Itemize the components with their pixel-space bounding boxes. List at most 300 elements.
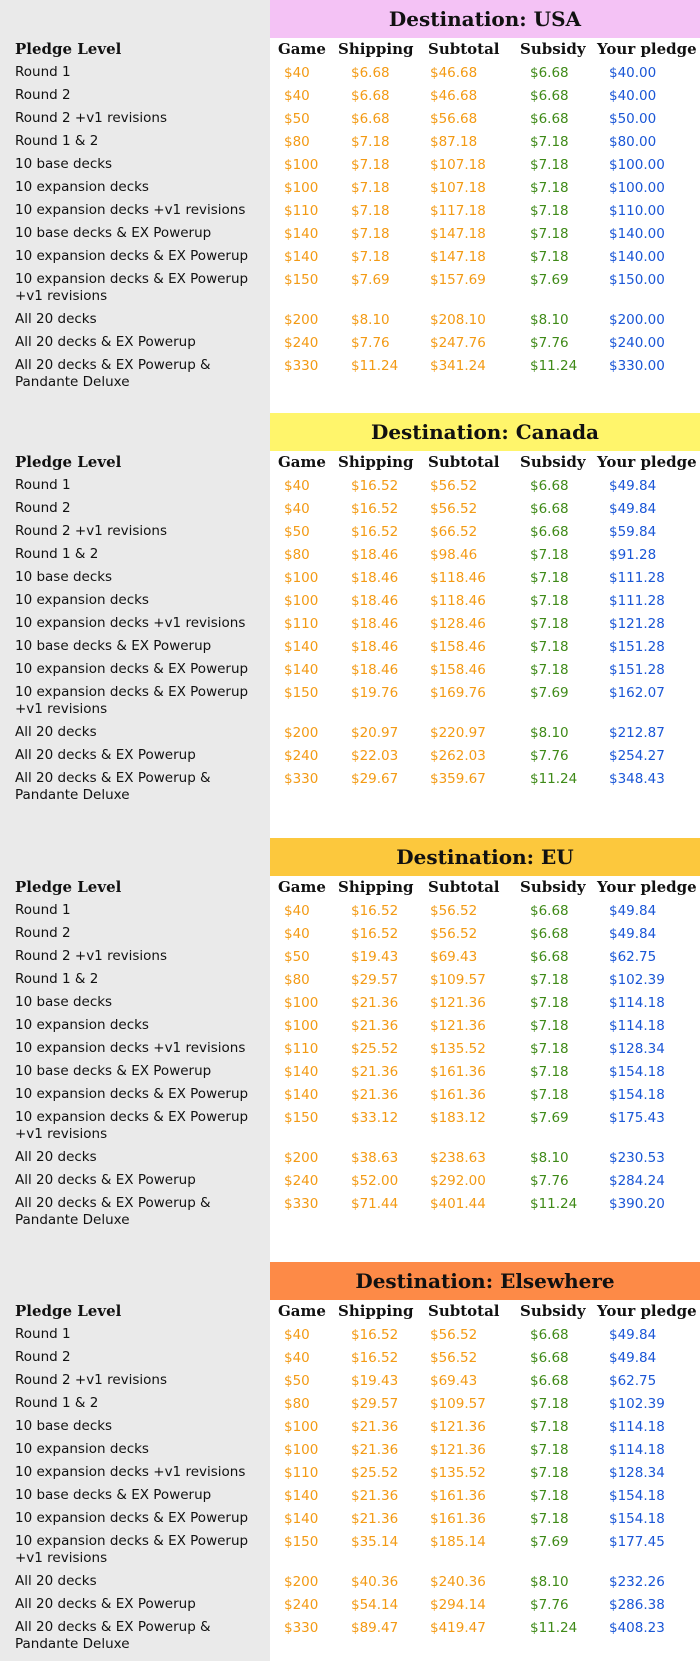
subsidy-cell: $6.68 (530, 88, 569, 104)
game-price-cell: $80 (284, 134, 310, 150)
table-row (0, 1147, 700, 1170)
your-pledge-cell: $284.24 (609, 1173, 665, 1189)
game-price-cell: $240 (284, 748, 319, 764)
subsidy-cell: $11.24 (530, 1620, 578, 1636)
subsidy-cell: $7.76 (530, 1597, 569, 1613)
subtotal-cell: $161.36 (430, 1488, 486, 1504)
subtotal-cell: $359.67 (430, 771, 486, 787)
your-pledge-cell: $232.26 (609, 1574, 665, 1590)
subsidy-cell: $7.18 (530, 1041, 569, 1057)
game-price-cell: $80 (284, 972, 310, 988)
your-pledge-cell: $230.53 (609, 1150, 665, 1166)
subtotal-cell: $69.43 (430, 949, 478, 965)
your-pledge-cell: $200.00 (609, 312, 665, 328)
your-pledge-cell: $91.28 (609, 547, 657, 563)
subtotal-cell: $161.36 (430, 1511, 486, 1527)
game-price-cell: $110 (284, 1041, 319, 1057)
shipping-cell: $29.57 (351, 1396, 399, 1412)
your-pledge-cell: $175.43 (609, 1110, 665, 1126)
pledge-level-cell: Round 2 (15, 500, 71, 516)
subsidy-cell: $7.18 (530, 662, 569, 678)
game-price-cell: $140 (284, 1064, 319, 1080)
game-price-cell: $100 (284, 180, 319, 196)
subsidy-cell: $7.69 (530, 1534, 569, 1550)
your-pledge-cell: $128.34 (609, 1041, 665, 1057)
game-price-cell: $330 (284, 1196, 319, 1212)
subtotal-cell: $56.52 (430, 1327, 478, 1343)
your-pledge-cell: $111.28 (609, 593, 665, 609)
game-header: Game (278, 1302, 326, 1320)
shipping-cell: $25.52 (351, 1041, 399, 1057)
shipping-cell: $18.46 (351, 593, 399, 609)
pledge-level-cell: 10 expansion decks (15, 592, 149, 608)
pledge-level-cell: Round 1 & 2 (15, 971, 99, 987)
subtotal-cell: $109.57 (430, 972, 486, 988)
subsidy-cell: $7.69 (530, 272, 569, 288)
your-pledge-cell: $140.00 (609, 226, 665, 242)
subsidy-cell: $7.18 (530, 249, 569, 265)
pledge-level-cell: All 20 decks & EX Powerup & Pandante Deluxe (15, 1195, 211, 1228)
table-row (0, 722, 700, 745)
game-price-cell: $140 (284, 639, 319, 655)
subtotal-cell: $87.18 (430, 134, 478, 150)
table-row (0, 613, 700, 636)
shipping-cell: $16.52 (351, 1327, 399, 1343)
subsidy-cell: $7.18 (530, 570, 569, 586)
pledge-level-cell: All 20 decks & EX Powerup (15, 747, 196, 763)
table-row (0, 544, 700, 567)
shipping-cell: $7.18 (351, 134, 390, 150)
shipping-cell: $16.52 (351, 1350, 399, 1366)
subtotal-cell: $117.18 (430, 203, 486, 219)
pledge-level-cell: 10 expansion decks & EX Powerup (15, 661, 249, 677)
subsidy-cell: $7.18 (530, 1087, 569, 1103)
subtotal-cell: $128.46 (430, 616, 486, 632)
pledge-level-cell: All 20 decks & EX Powerup & Pandante Deluxe (15, 357, 211, 390)
shipping-cell: $29.57 (351, 972, 399, 988)
subtotal-cell: $107.18 (430, 180, 486, 196)
pledge-level-cell: All 20 decks (15, 1149, 97, 1165)
your-pledge-cell: $59.84 (609, 524, 657, 540)
game-price-cell: $80 (284, 547, 310, 563)
table-row (0, 923, 700, 946)
your-pledge-cell: $62.75 (609, 1373, 657, 1389)
your-pledge-cell: $408.23 (609, 1620, 665, 1636)
subtotal-cell: $56.52 (430, 926, 478, 942)
table-row (0, 1571, 700, 1594)
shipping-cell: $7.18 (351, 180, 390, 196)
table-row (0, 1061, 700, 1084)
shipping-cell: $89.47 (351, 1620, 399, 1636)
shipping-cell: $21.36 (351, 1442, 399, 1458)
table-row (0, 1594, 700, 1617)
pledge-level-cell: 10 expansion decks & EX Powerup (15, 1510, 249, 1526)
game-price-cell: $200 (284, 1574, 319, 1590)
table-row (0, 177, 700, 200)
your-pledge-cell: $102.39 (609, 972, 665, 988)
subsidy-cell: $7.18 (530, 1396, 569, 1412)
subsidy-cell: $7.18 (530, 180, 569, 196)
pledge-level-cell: Round 1 (15, 1326, 71, 1342)
subsidy-cell: $7.18 (530, 1064, 569, 1080)
subtotal-cell: $66.52 (430, 524, 478, 540)
pledge-level-cell: 10 expansion decks & EX Powerup (15, 248, 249, 264)
pledge-level-cell: 10 expansion decks (15, 1017, 149, 1033)
shipping-cell: $33.12 (351, 1110, 399, 1126)
subtotal-cell: $56.52 (430, 501, 478, 517)
subtotal-cell: $107.18 (430, 157, 486, 173)
table-row (0, 636, 700, 659)
pledge-level-cell: 10 expansion decks & EX Powerup +v1 revisions (15, 684, 249, 717)
subsidy-cell: $8.10 (530, 725, 569, 741)
shipping-cell: $16.52 (351, 478, 399, 494)
subsidy-cell: $7.76 (530, 335, 569, 351)
pledge-level-cell: All 20 decks (15, 1573, 97, 1589)
your-pledge-cell: $114.18 (609, 995, 665, 1011)
table-row (0, 246, 700, 269)
game-price-cell: $50 (284, 949, 310, 965)
pledge-level-header: Pledge Level (15, 878, 122, 896)
table-row (0, 108, 700, 131)
table-row (0, 521, 700, 544)
table-row (0, 567, 700, 590)
shipping-cell: $16.52 (351, 903, 399, 919)
table-row (0, 1531, 700, 1571)
your-pledge-cell: $150.00 (609, 272, 665, 288)
game-price-cell: $140 (284, 662, 319, 678)
pledge-level-cell: Round 2 +v1 revisions (15, 523, 168, 539)
subtotal-header: Subtotal (428, 40, 500, 58)
subtotal-cell: $46.68 (430, 88, 478, 104)
subtotal-cell: $220.97 (430, 725, 486, 741)
game-price-cell: $80 (284, 1396, 310, 1412)
your-pledge-cell: $49.84 (609, 478, 657, 494)
subsidy-header: Subsidy (520, 878, 586, 896)
subsidy-cell: $6.68 (530, 65, 569, 81)
your-pledge-cell: $154.18 (609, 1488, 665, 1504)
your-pledge-cell: $154.18 (609, 1087, 665, 1103)
table-row (0, 1084, 700, 1107)
table-row (0, 1485, 700, 1508)
subsidy-cell: $7.18 (530, 1488, 569, 1504)
subtotal-cell: $240.36 (430, 1574, 486, 1590)
subtotal-cell: $262.03 (430, 748, 486, 764)
subsidy-cell: $8.10 (530, 312, 569, 328)
subtotal-cell: $121.36 (430, 1018, 486, 1034)
column-header-row (0, 876, 700, 900)
game-price-cell: $140 (284, 249, 319, 265)
game-price-cell: $150 (284, 685, 319, 701)
your-pledge-cell: $100.00 (609, 180, 665, 196)
subsidy-cell: $7.18 (530, 1419, 569, 1435)
subsidy-cell: $7.18 (530, 547, 569, 563)
shipping-header: Shipping (338, 453, 414, 471)
game-price-cell: $100 (284, 1419, 319, 1435)
shipping-header: Shipping (338, 1302, 414, 1320)
table-row (0, 269, 700, 309)
subsidy-cell: $7.18 (530, 226, 569, 242)
subtotal-cell: $157.69 (430, 272, 486, 288)
subsidy-cell: $6.68 (530, 1350, 569, 1366)
subsidy-cell: $6.68 (530, 949, 569, 965)
shipping-cell: $18.46 (351, 570, 399, 586)
table-row (0, 900, 700, 923)
subtotal-cell: $118.46 (430, 570, 486, 586)
subtotal-cell: $135.52 (430, 1465, 486, 1481)
pledge-level-cell: 10 expansion decks +v1 revisions (15, 202, 246, 218)
shipping-cell: $21.36 (351, 1511, 399, 1527)
subtotal-cell: $401.44 (430, 1196, 486, 1212)
your-pledge-cell: $254.27 (609, 748, 665, 764)
subsidy-cell: $11.24 (530, 771, 578, 787)
your-pledge-cell: $177.45 (609, 1534, 665, 1550)
pledge-level-cell: Round 2 +v1 revisions (15, 1372, 168, 1388)
your-pledge-cell: $49.84 (609, 1327, 657, 1343)
your-pledge-cell: $121.28 (609, 616, 665, 632)
your-pledge-cell: $154.18 (609, 1511, 665, 1527)
shipping-cell: $40.36 (351, 1574, 399, 1590)
your-pledge-cell: $114.18 (609, 1018, 665, 1034)
subtotal-cell: $109.57 (430, 1396, 486, 1412)
pledge-level-cell: 10 expansion decks & EX Powerup +v1 revisions (15, 271, 249, 304)
shipping-cell: $18.46 (351, 662, 399, 678)
subsidy-cell: $7.69 (530, 685, 569, 701)
table-row (0, 1107, 700, 1147)
your-pledge-cell: $212.87 (609, 725, 665, 741)
your-pledge-cell: $151.28 (609, 639, 665, 655)
table-row (0, 1439, 700, 1462)
pledge-level-cell: Round 2 +v1 revisions (15, 948, 168, 964)
shipping-cell: $8.10 (351, 312, 390, 328)
your-pledge-cell: $62.75 (609, 949, 657, 965)
pledge-rows (0, 62, 700, 395)
shipping-cell: $21.36 (351, 1018, 399, 1034)
your-pledge-cell: $240.00 (609, 335, 665, 351)
table-row (0, 332, 700, 355)
table-row (0, 498, 700, 521)
table-row (0, 1508, 700, 1531)
column-header-row (0, 1300, 700, 1324)
shipping-cell: $7.18 (351, 157, 390, 173)
shipping-cell: $7.69 (351, 272, 390, 288)
pledge-level-cell: All 20 decks & EX Powerup & Pandante Deluxe (15, 770, 211, 803)
subtotal-cell: $419.47 (430, 1620, 486, 1636)
subtotal-cell: $292.00 (430, 1173, 486, 1189)
pledge-level-cell: All 20 decks & EX Powerup (15, 334, 196, 350)
game-price-cell: $100 (284, 570, 319, 586)
pledge-level-cell: Round 1 & 2 (15, 1395, 99, 1411)
shipping-cell: $11.24 (351, 358, 399, 374)
shipping-cell: $7.18 (351, 226, 390, 242)
table-row (0, 768, 700, 808)
pledge-level-header: Pledge Level (15, 1302, 122, 1320)
subtotal-cell: $56.52 (430, 1350, 478, 1366)
subsidy-cell: $7.18 (530, 1018, 569, 1034)
subtotal-cell: $294.14 (430, 1597, 486, 1613)
table-row (0, 309, 700, 332)
table-row (0, 131, 700, 154)
game-price-cell: $100 (284, 1018, 319, 1034)
shipping-cell: $54.14 (351, 1597, 399, 1613)
subsidy-cell: $6.68 (530, 111, 569, 127)
subsidy-cell: $6.68 (530, 903, 569, 919)
subtotal-cell: $341.24 (430, 358, 486, 374)
subsidy-cell: $6.68 (530, 1373, 569, 1389)
game-price-cell: $240 (284, 1173, 319, 1189)
game-price-cell: $140 (284, 1488, 319, 1504)
game-price-cell: $40 (284, 501, 310, 517)
table-row (0, 62, 700, 85)
game-price-cell: $100 (284, 1442, 319, 1458)
shipping-cell: $22.03 (351, 748, 399, 764)
destination-banner: Destination: USA (270, 0, 700, 38)
your-pledge-cell: $49.84 (609, 1350, 657, 1366)
subsidy-cell: $7.18 (530, 134, 569, 150)
game-price-cell: $100 (284, 995, 319, 1011)
your-pledge-cell: $114.18 (609, 1419, 665, 1435)
pledge-level-cell: 10 expansion decks (15, 179, 149, 195)
subtotal-cell: $158.46 (430, 662, 486, 678)
shipping-header: Shipping (338, 878, 414, 896)
subtotal-cell: $158.46 (430, 639, 486, 655)
game-price-cell: $40 (284, 903, 310, 919)
pledge-level-cell: All 20 decks & EX Powerup & Pandante Deluxe (15, 1619, 211, 1652)
game-price-cell: $50 (284, 1373, 310, 1389)
game-price-cell: $40 (284, 65, 310, 81)
your-pledge-cell: $100.00 (609, 157, 665, 173)
shipping-cell: $7.18 (351, 249, 390, 265)
subtotal-cell: $56.52 (430, 478, 478, 494)
your-pledge-cell: $50.00 (609, 111, 657, 127)
table-row (0, 1324, 700, 1347)
subtotal-header: Subtotal (428, 453, 500, 471)
shipping-cell: $7.76 (351, 335, 390, 351)
table-row (0, 992, 700, 1015)
subsidy-cell: $6.68 (530, 926, 569, 942)
table-row (0, 1347, 700, 1370)
game-price-cell: $40 (284, 88, 310, 104)
pledge-level-header: Pledge Level (15, 40, 122, 58)
subtotal-cell: $169.76 (430, 685, 486, 701)
game-price-cell: $240 (284, 1597, 319, 1613)
shipping-cell: $6.68 (351, 88, 390, 104)
your-pledge-cell: $40.00 (609, 65, 657, 81)
column-header-row (0, 38, 700, 62)
table-row (0, 1617, 700, 1657)
table-row (0, 590, 700, 613)
your-pledge-cell: $140.00 (609, 249, 665, 265)
shipping-cell: $21.36 (351, 1488, 399, 1504)
your-pledge-cell: $80.00 (609, 134, 657, 150)
pledge-level-cell: 10 base decks (15, 994, 113, 1010)
shipping-cell: $21.36 (351, 1087, 399, 1103)
shipping-cell: $21.36 (351, 1419, 399, 1435)
pledge-level-cell: 10 base decks & EX Powerup (15, 638, 212, 654)
game-price-cell: $200 (284, 1150, 319, 1166)
subtotal-cell: $208.10 (430, 312, 486, 328)
table-row (0, 85, 700, 108)
shipping-cell: $16.52 (351, 926, 399, 942)
shipping-cell: $6.68 (351, 65, 390, 81)
pledge-level-cell: 10 base decks & EX Powerup (15, 225, 212, 241)
shipping-cell: $19.43 (351, 1373, 399, 1389)
subtotal-cell: $121.36 (430, 1442, 486, 1458)
subtotal-cell: $247.76 (430, 335, 486, 351)
table-row (0, 659, 700, 682)
table-row (0, 223, 700, 246)
game-price-cell: $150 (284, 1534, 319, 1550)
shipping-cell: $18.46 (351, 639, 399, 655)
subtotal-cell: $118.46 (430, 593, 486, 609)
subtotal-cell: $147.18 (430, 226, 486, 242)
pledge-level-cell: All 20 decks (15, 724, 97, 740)
table-row (0, 475, 700, 498)
game-price-cell: $40 (284, 1327, 310, 1343)
pledge-level-cell: 10 base decks (15, 569, 113, 585)
your-pledge-cell: $151.28 (609, 662, 665, 678)
subsidy-header: Subsidy (520, 40, 586, 58)
pledge-level-cell: All 20 decks (15, 311, 97, 327)
game-price-cell: $110 (284, 616, 319, 632)
table-row (0, 1015, 700, 1038)
game-price-cell: $110 (284, 1465, 319, 1481)
subsidy-header: Subsidy (520, 453, 586, 471)
table-row (0, 355, 700, 395)
game-price-cell: $330 (284, 771, 319, 787)
game-price-cell: $110 (284, 203, 319, 219)
game-price-cell: $140 (284, 226, 319, 242)
destination-banner: Destination: EU (270, 838, 700, 876)
game-price-cell: $50 (284, 111, 310, 127)
pledge-level-cell: All 20 decks & EX Powerup (15, 1596, 196, 1612)
shipping-cell: $18.46 (351, 616, 399, 632)
your-pledge-cell: $286.38 (609, 1597, 665, 1613)
pledge-level-cell: Round 1 (15, 477, 71, 493)
game-price-cell: $40 (284, 1350, 310, 1366)
subtotal-cell: $135.52 (430, 1041, 486, 1057)
game-price-cell: $200 (284, 725, 319, 741)
table-row (0, 1416, 700, 1439)
subtotal-header: Subtotal (428, 878, 500, 896)
pledge-level-cell: 10 base decks (15, 156, 113, 172)
game-header: Game (278, 878, 326, 896)
subtotal-cell: $121.36 (430, 995, 486, 1011)
table-row (0, 154, 700, 177)
subsidy-header: Subsidy (520, 1302, 586, 1320)
shipping-cell: $16.52 (351, 501, 399, 517)
subsidy-cell: $7.18 (530, 1442, 569, 1458)
pledge-level-cell: All 20 decks & EX Powerup (15, 1172, 196, 1188)
game-price-cell: $100 (284, 157, 319, 173)
subsidy-cell: $11.24 (530, 1196, 578, 1212)
shipping-cell: $6.68 (351, 111, 390, 127)
pledge-level-header: Pledge Level (15, 453, 122, 471)
shipping-cell: $52.00 (351, 1173, 399, 1189)
pledge-level-cell: 10 expansion decks & EX Powerup (15, 1086, 249, 1102)
pledge-level-cell: Round 1 & 2 (15, 546, 99, 562)
shipping-cell: $71.44 (351, 1196, 399, 1212)
pledge-level-cell: 10 expansion decks +v1 revisions (15, 1464, 246, 1480)
your-pledge-header: Your pledge (597, 453, 697, 471)
pledge-level-cell: Round 1 (15, 64, 71, 80)
your-pledge-cell: $49.84 (609, 903, 657, 919)
your-pledge-cell: $348.43 (609, 771, 665, 787)
subtotal-cell: $238.63 (430, 1150, 486, 1166)
shipping-cell: $29.67 (351, 771, 399, 787)
your-pledge-header: Your pledge (597, 878, 697, 896)
your-pledge-cell: $330.00 (609, 358, 665, 374)
subtotal-cell: $69.43 (430, 1373, 478, 1389)
